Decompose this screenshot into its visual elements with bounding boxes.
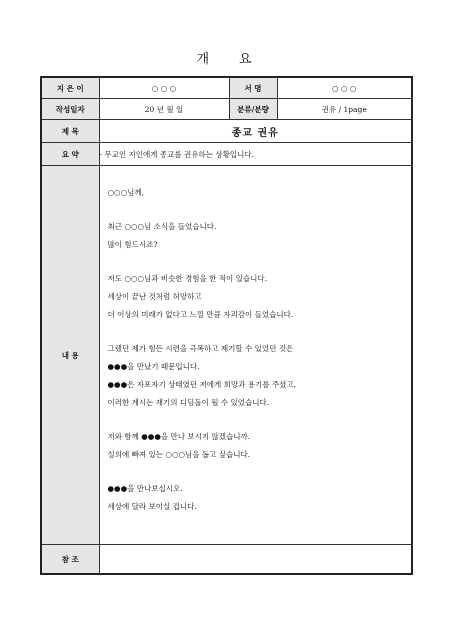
author-value: ○ ○ ○ <box>99 77 229 99</box>
body-line: 그랬던 제가 힘든 시련을 극복하고 제기할 수 있었던 것은 <box>107 344 294 353</box>
category-value: 권유 / 1page <box>277 99 412 120</box>
author-label: 지 은 이 <box>41 77 99 99</box>
page-title <box>0 48 450 67</box>
body-line: 저도 ○○○님과 비슷한 경험을 한 적이 있습니다. <box>107 274 267 283</box>
body-line: 많이 힘드시죠? <box>107 240 158 249</box>
body-line: 최근 ○○○님 소식을 들었습니다. <box>107 222 217 231</box>
body-line: 실의에 빠져 있는 ○○○님을 돕고 싶습니다. <box>107 450 251 459</box>
summary-value: - 무교인 지인에게 종교를 권유하는 상황입니다. <box>99 143 412 166</box>
body-line <box>108 464 412 480</box>
body-line: ●●●은 자포자기 상태였던 저에게 희망과 용기를 주셨고, <box>107 380 296 389</box>
row-subject <box>41 120 412 143</box>
date-label: 작성일자 <box>41 99 99 120</box>
title-char-1: 개 <box>196 52 211 67</box>
summary-label: 요 약 <box>41 143 99 166</box>
row-date <box>41 99 412 120</box>
subject-value: 종교 권유 <box>231 127 279 139</box>
category-label: 분류/분량 <box>229 99 277 120</box>
body-content <box>99 166 412 545</box>
body-line <box>108 324 412 340</box>
subject-label: 제 목 <box>41 120 99 143</box>
row-summary <box>41 143 412 166</box>
date-value: 20 년 월 일 <box>99 99 229 120</box>
overview-form-table <box>40 76 413 575</box>
body-line <box>108 412 412 428</box>
row-reference <box>41 545 412 575</box>
reference-value <box>99 545 412 575</box>
body-line: 세상이 끝난 것처럼 허망하고 <box>107 292 202 301</box>
row-body <box>41 166 412 545</box>
signature-label: 서 명 <box>229 77 277 99</box>
body-line: ●●●을 만났기 때문입니다. <box>107 362 200 371</box>
body-line: 세상에 달라 보이실 겁니다. <box>107 502 197 511</box>
body-line <box>108 202 412 218</box>
body-line <box>108 254 412 270</box>
reference-label: 참 조 <box>41 545 99 575</box>
title-char-2: 요 <box>239 52 254 67</box>
signature-value: ○ ○ ○ <box>277 77 412 99</box>
body-line: 저와 함께 ●●●을 만나 보시지 않겠습니까. <box>107 432 251 441</box>
row-author <box>41 77 412 99</box>
body-line: 더 이상의 미래가 없다고 느낄 만큼 자괴감이 들었습니다. <box>107 310 294 319</box>
body-line: 이러한 계시는 재기의 디딤돌이 될 수 있었습니다. <box>107 398 270 407</box>
body-line: ○○○님께, <box>107 188 145 197</box>
body-label: 내 용 <box>41 166 99 545</box>
body-line: ●●●을 만나보십시오. <box>107 484 183 493</box>
